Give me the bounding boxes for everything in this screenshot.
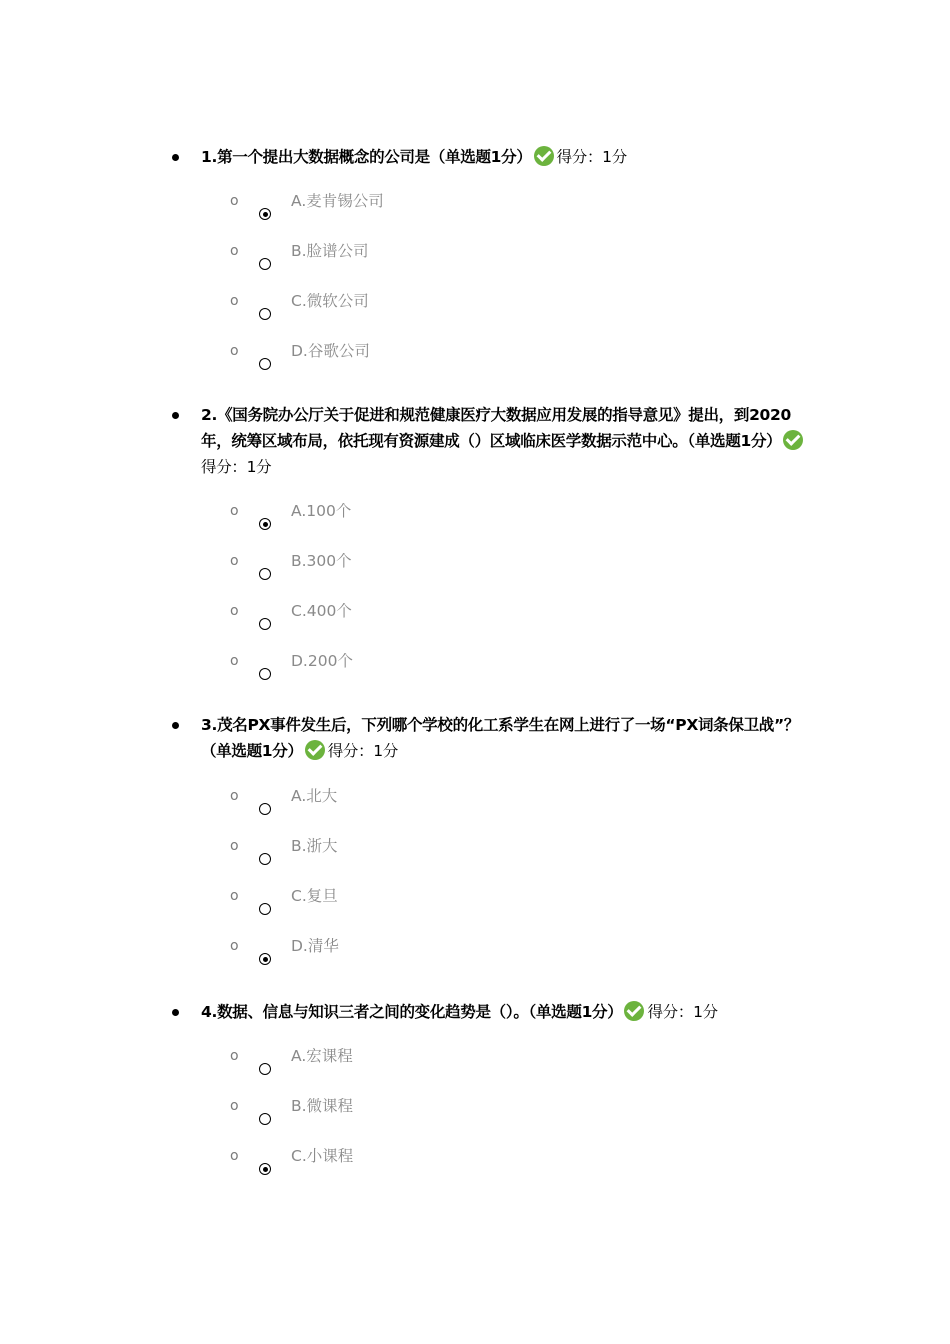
- option-1c[interactable]: [0, 291, 950, 339]
- option-label: B.300个: [291, 552, 352, 570]
- bullet: [172, 722, 179, 729]
- option-marker: o: [230, 343, 239, 359]
- option-1b[interactable]: [0, 241, 950, 289]
- option-marker: o: [230, 243, 239, 259]
- score-text: 得分：1分: [201, 458, 272, 476]
- option-label: B.微课程: [291, 1097, 354, 1115]
- option-marker: o: [230, 1148, 239, 1164]
- option-4a[interactable]: [0, 1046, 950, 1094]
- option-label: A.麦肯锡公司: [291, 192, 384, 210]
- option-label: D.清华: [291, 937, 339, 955]
- question-title: 4.数据、信息与知识三者之间的变化趋势是（）。（单选题1分）: [201, 1003, 623, 1021]
- option-marker: o: [230, 888, 239, 904]
- radio[interactable]: [259, 258, 271, 270]
- radio[interactable]: [259, 853, 271, 865]
- question-text: [201, 712, 811, 764]
- option-3a[interactable]: [0, 786, 950, 834]
- option-label: C.400个: [291, 602, 352, 620]
- option-label: B.浙大: [291, 837, 338, 855]
- option-2c[interactable]: [0, 601, 950, 649]
- option-label: D.200个: [291, 652, 353, 670]
- bullet: [172, 1009, 179, 1016]
- question-text: [201, 402, 811, 480]
- option-label: A.100个: [291, 502, 352, 520]
- option-label: C.微软公司: [291, 292, 369, 310]
- option-label: A.北大: [291, 787, 338, 805]
- radio[interactable]: [259, 903, 271, 915]
- score-text: 得分：1分: [327, 742, 399, 760]
- option-marker: o: [230, 938, 239, 954]
- option-label: B.脸谱公司: [291, 242, 369, 260]
- option-1d[interactable]: [0, 341, 950, 389]
- radio[interactable]: [259, 308, 271, 320]
- question-title: 1.第一个提出大数据概念的公司是（单选题1分）: [201, 148, 532, 166]
- radio[interactable]: [259, 1063, 271, 1075]
- radio-selected[interactable]: [259, 208, 271, 220]
- option-1a[interactable]: [0, 191, 950, 239]
- bullet: [172, 154, 179, 161]
- radio-selected[interactable]: [259, 1163, 271, 1175]
- option-label: A.宏课程: [291, 1047, 353, 1065]
- option-marker: o: [230, 603, 239, 619]
- option-marker: o: [230, 838, 239, 854]
- radio[interactable]: [259, 618, 271, 630]
- radio-selected[interactable]: [259, 518, 271, 530]
- question-text: [201, 999, 811, 1025]
- bullet: [172, 412, 179, 419]
- option-2d[interactable]: [0, 651, 950, 699]
- radio[interactable]: [259, 358, 271, 370]
- option-marker: o: [230, 1098, 239, 1114]
- radio[interactable]: [259, 568, 271, 580]
- radio[interactable]: [259, 1113, 271, 1125]
- option-marker: o: [230, 788, 239, 804]
- option-marker: o: [230, 503, 239, 519]
- check-icon: [783, 430, 803, 450]
- radio[interactable]: [259, 803, 271, 815]
- option-3c[interactable]: [0, 886, 950, 934]
- option-2b[interactable]: [0, 551, 950, 599]
- option-2a[interactable]: [0, 501, 950, 549]
- check-icon: [624, 1001, 644, 1021]
- check-icon: [534, 146, 554, 166]
- option-3b[interactable]: [0, 836, 950, 884]
- question-title: 3.茂名PX事件发生后，下列哪个学校的化工系学生在网上进行了一场“PX词条保卫战”？（单选题1分）: [201, 716, 800, 760]
- check-icon: [305, 740, 325, 760]
- option-marker: o: [230, 1048, 239, 1064]
- radio-selected[interactable]: [259, 953, 271, 965]
- option-4c[interactable]: [0, 1146, 950, 1194]
- option-marker: o: [230, 653, 239, 669]
- option-4b[interactable]: [0, 1096, 950, 1144]
- option-label: C.复旦: [291, 887, 338, 905]
- score-text: 得分：1分: [556, 148, 627, 166]
- option-marker: o: [230, 293, 239, 309]
- option-label: D.谷歌公司: [291, 342, 370, 360]
- option-3d[interactable]: [0, 936, 950, 984]
- option-label: C.小课程: [291, 1147, 354, 1165]
- score-text: 得分：1分: [647, 1003, 718, 1021]
- question-title: 2.《国务院办公厅关于促进和规范健康医疗大数据应用发展的指导意见》提出，到2020年，统筹区域布局，依托现有资源建成（）区域临床医学数据示范中心。（单选题1分）: [201, 406, 792, 450]
- question-text: [201, 144, 811, 170]
- option-marker: o: [230, 553, 239, 569]
- radio[interactable]: [259, 668, 271, 680]
- option-marker: o: [230, 193, 239, 209]
